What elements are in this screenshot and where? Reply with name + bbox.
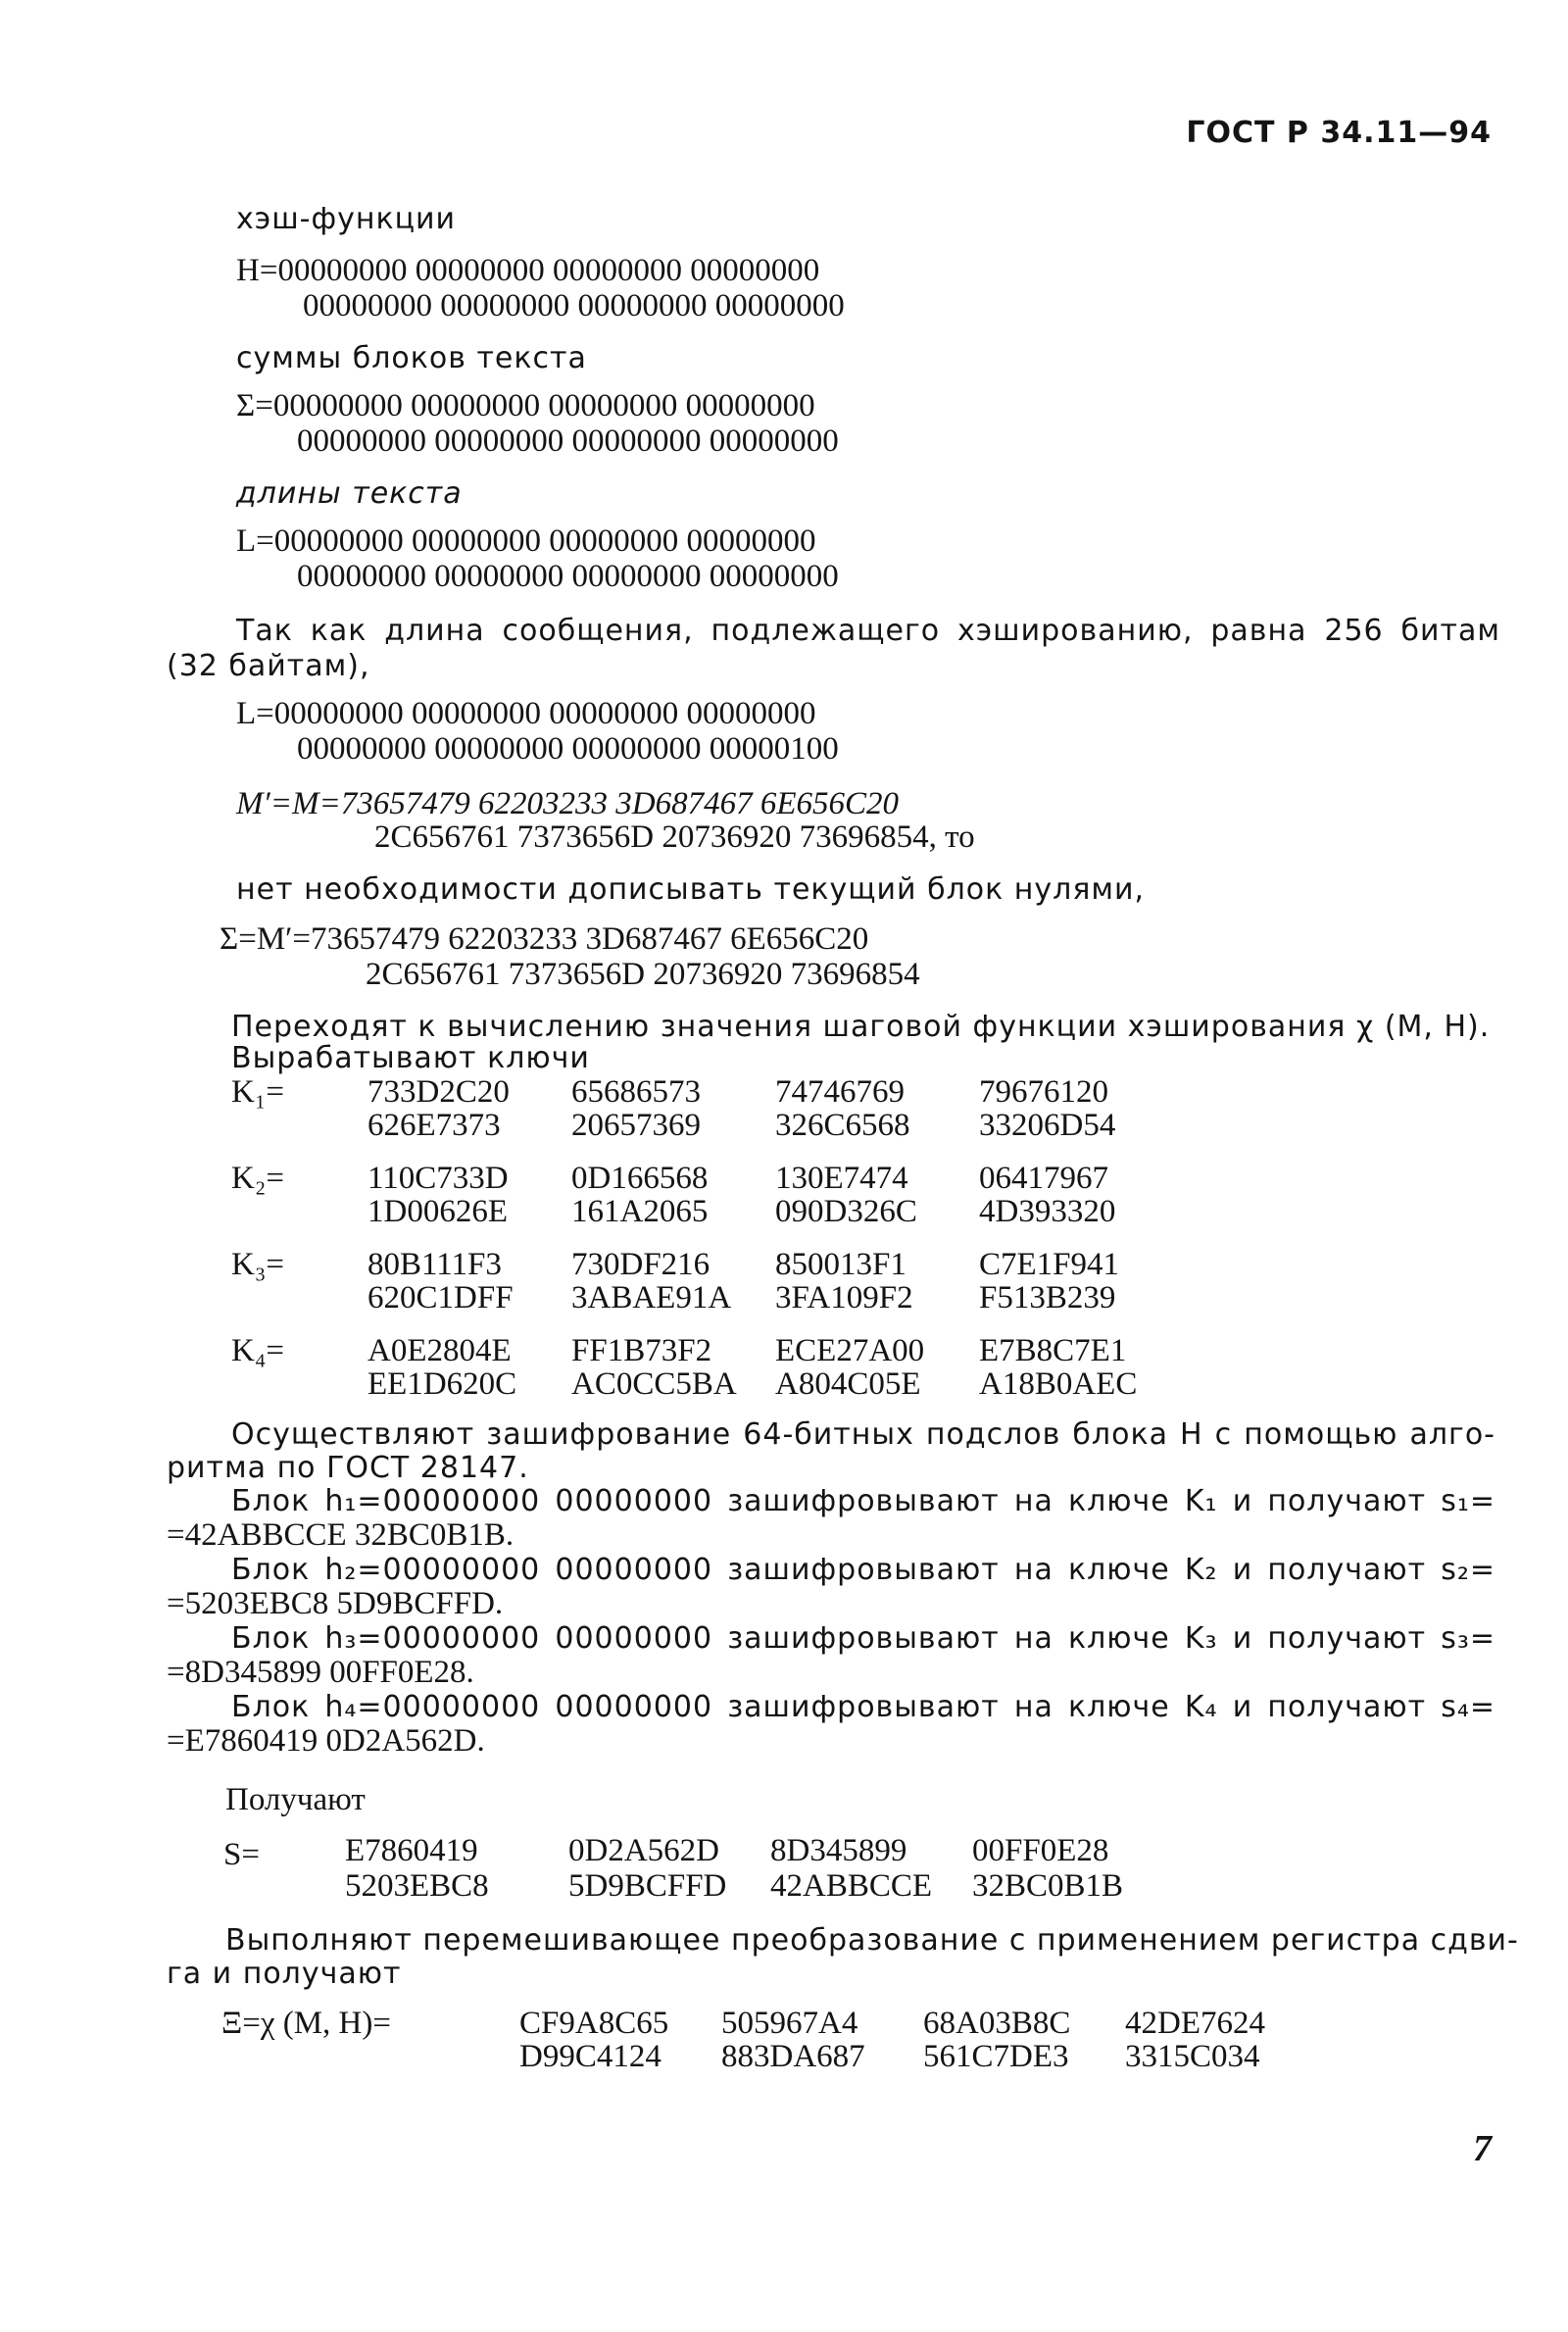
- key-cell: 65686573: [571, 1074, 701, 1110]
- key-cell: 20657369: [571, 1108, 701, 1143]
- block-2-line-2: =5203EBC8 5D9BCFFD.: [167, 1586, 504, 1621]
- key-2-row-2: [368, 1194, 1115, 1230]
- xi-cell: 505967A4: [721, 2006, 858, 2041]
- s-cell: 5D9BCFFD: [568, 1868, 727, 1904]
- key-cell: 850013F1: [775, 1247, 906, 1282]
- block-2-line-1: Блок h₂=00000000 00000000 зашифровывают на ключе K₂ и получают s₂=: [231, 1553, 1495, 1587]
- xi-label: Ξ=χ (M, H)=: [221, 2006, 391, 2041]
- s-cell: 32BC0B1B: [972, 1868, 1124, 1904]
- h-line-1: H=00000000 00000000 00000000 00000000: [236, 253, 820, 288]
- key-cell: A0E2804E: [368, 1333, 512, 1368]
- key-1-label: K₁=: [231, 1074, 284, 1110]
- key-cell: 3ABAE91A: [571, 1280, 732, 1315]
- block-4-line-1: Блок h₄=00000000 00000000 зашифровывают на ключе K₄ и получают s₄=: [231, 1690, 1495, 1724]
- paragraph-3-line-2: Вырабатывают ключи: [231, 1041, 590, 1075]
- key-cell: 730DF216: [571, 1247, 710, 1282]
- key-1-row-1: [368, 1074, 1108, 1111]
- block-3-line-2: =8D345899 00FF0E28.: [167, 1655, 474, 1690]
- key-3-row-2: [368, 1280, 1115, 1316]
- xi-cell: CF9A8C65: [519, 2006, 669, 2041]
- paragraph-5-line-1: Выполняют перемешивающее преобразование с применением регистра сдви-: [225, 1923, 1519, 1958]
- sigma-line-1: Σ=00000000 00000000 00000000 00000000: [236, 388, 815, 423]
- key-3-label: K₃=: [231, 1247, 284, 1282]
- key-cell: 3FA109F2: [775, 1280, 913, 1315]
- key-cell: A804C05E: [775, 1366, 921, 1402]
- key-3-row-1: [368, 1247, 1119, 1283]
- key-cell: C7E1F941: [979, 1247, 1120, 1282]
- key-cell: 733D2C20: [368, 1074, 510, 1110]
- paragraph-2: нет необходимости дописывать текущий блок нулями,: [236, 872, 1146, 907]
- key-cell: 4D393320: [979, 1194, 1116, 1229]
- sigma2-line-1: Σ=M′=73657479 62203233 3D687467 6E656C20: [220, 921, 869, 957]
- sigma2-line-2: 2C656761 7373656D 20736920 73696854: [366, 957, 920, 992]
- block-1-line-2: =42ABBCCE 32BC0B1B.: [167, 1517, 514, 1553]
- key-cell: 090D326C: [775, 1194, 917, 1229]
- key-1-row-2: [368, 1108, 1115, 1144]
- s-label: S=: [223, 1837, 260, 1872]
- h-line-2: 00000000 00000000 00000000 00000000: [303, 288, 845, 323]
- key-cell: 130E7474: [775, 1161, 908, 1196]
- key-cell: 161A2065: [571, 1194, 709, 1229]
- s-cell: 8D345899: [770, 1833, 907, 1868]
- h-label: хэш-функции: [236, 202, 457, 236]
- paragraph-4-line-2: ритма по ГОСТ 28147.: [167, 1451, 529, 1485]
- s-cell: 42ABBCCE: [770, 1868, 933, 1904]
- key-cell: E7B8C7E1: [979, 1333, 1127, 1368]
- paragraph-5-line-2: га и получают: [167, 1957, 402, 1991]
- xi-cell: 68A03B8C: [923, 2006, 1071, 2041]
- l-line-1: L=00000000 00000000 00000000 00000000: [236, 523, 816, 559]
- s-cell: 0D2A562D: [568, 1833, 719, 1868]
- paragraph-1-line-1: Так как длина сообщения, подлежащего хэшированию, равна 256 битам: [236, 614, 1500, 648]
- key-cell: 33206D54: [979, 1108, 1116, 1143]
- s-row-1: [345, 1833, 1108, 1869]
- l-line-2: 00000000 00000000 00000000 00000000: [297, 559, 839, 594]
- key-cell: 06417967: [979, 1161, 1108, 1196]
- paragraph-4-line-1: Осуществляют зашифрование 64-битных подслов блока H с помощью алго-: [231, 1417, 1495, 1452]
- key-cell: 620C1DFF: [368, 1280, 514, 1315]
- key-4-row-2: [368, 1366, 1137, 1403]
- paragraph-3-line-1: Переходят к вычислению значения шаговой функции хэширования χ (M, H).: [231, 1010, 1491, 1044]
- block-1-line-1: Блок h₁=00000000 00000000 зашифровывают на ключе K₁ и получают s₁=: [231, 1484, 1495, 1518]
- s-cell: 00FF0E28: [972, 1833, 1109, 1868]
- sigma-line-2: 00000000 00000000 00000000 00000000: [297, 423, 839, 459]
- xi-cell: 3315C034: [1125, 2039, 1260, 2074]
- key-cell: 326C6568: [775, 1108, 910, 1143]
- key-cell: 1D00626E: [368, 1194, 508, 1229]
- key-2-row-1: [368, 1161, 1108, 1197]
- xi-cell: D99C4124: [519, 2039, 662, 2074]
- m-line-1: M′=M=73657479 62203233 3D687467 6E656C20: [236, 786, 899, 821]
- sigma-label: суммы блоков текста: [236, 341, 587, 375]
- key-cell: F513B239: [979, 1280, 1116, 1315]
- key-cell: 626E7373: [368, 1108, 501, 1143]
- key-cell: AC0CC5BA: [571, 1366, 737, 1402]
- key-cell: EE1D620C: [368, 1366, 517, 1402]
- key-4-row-1: [368, 1333, 1126, 1369]
- page-number: 7: [1473, 2128, 1492, 2169]
- xi-cell: 561C7DE3: [923, 2039, 1069, 2074]
- gost-header: ГОСТ Р 34.11—94: [1186, 116, 1492, 150]
- xi-cell: 883DA687: [721, 2039, 865, 2074]
- xi-row-2: [519, 2039, 1260, 2075]
- block-4-line-2: =E7860419 0D2A562D.: [167, 1723, 485, 1759]
- key-cell: 110C733D: [368, 1161, 509, 1196]
- key-cell: 80B111F3: [368, 1247, 502, 1282]
- key-cell: 79676120: [979, 1074, 1108, 1110]
- key-cell: FF1B73F2: [571, 1333, 712, 1368]
- m-line-2: 2C656761 7373656D 20736920 73696854, то: [374, 819, 975, 855]
- key-cell: ECE27A00: [775, 1333, 925, 1368]
- block-3-line-1: Блок h₃=00000000 00000000 зашифровывают на ключе K₃ и получают s₃=: [231, 1621, 1495, 1656]
- s-cell: E7860419: [345, 1833, 478, 1868]
- l2-line-2: 00000000 00000000 00000000 00000100: [297, 731, 839, 767]
- paragraph-1-line-2: (32 байтам),: [167, 649, 370, 683]
- key-2-label: K₂=: [231, 1161, 284, 1196]
- xi-row-1: [519, 2006, 1265, 2042]
- l-label: длины текста: [236, 476, 463, 511]
- l2-line-1: L=00000000 00000000 00000000 00000000: [236, 696, 816, 731]
- key-cell: 74746769: [775, 1074, 905, 1110]
- poluchayut-label: Получают: [225, 1782, 366, 1817]
- xi-cell: 42DE7624: [1125, 2006, 1265, 2041]
- s-row-2: [345, 1868, 1123, 1905]
- key-cell: 0D166568: [571, 1161, 709, 1196]
- key-cell: A18B0AEC: [979, 1366, 1138, 1402]
- key-4-label: K₄=: [231, 1333, 284, 1368]
- s-cell: 5203EBC8: [345, 1868, 489, 1904]
